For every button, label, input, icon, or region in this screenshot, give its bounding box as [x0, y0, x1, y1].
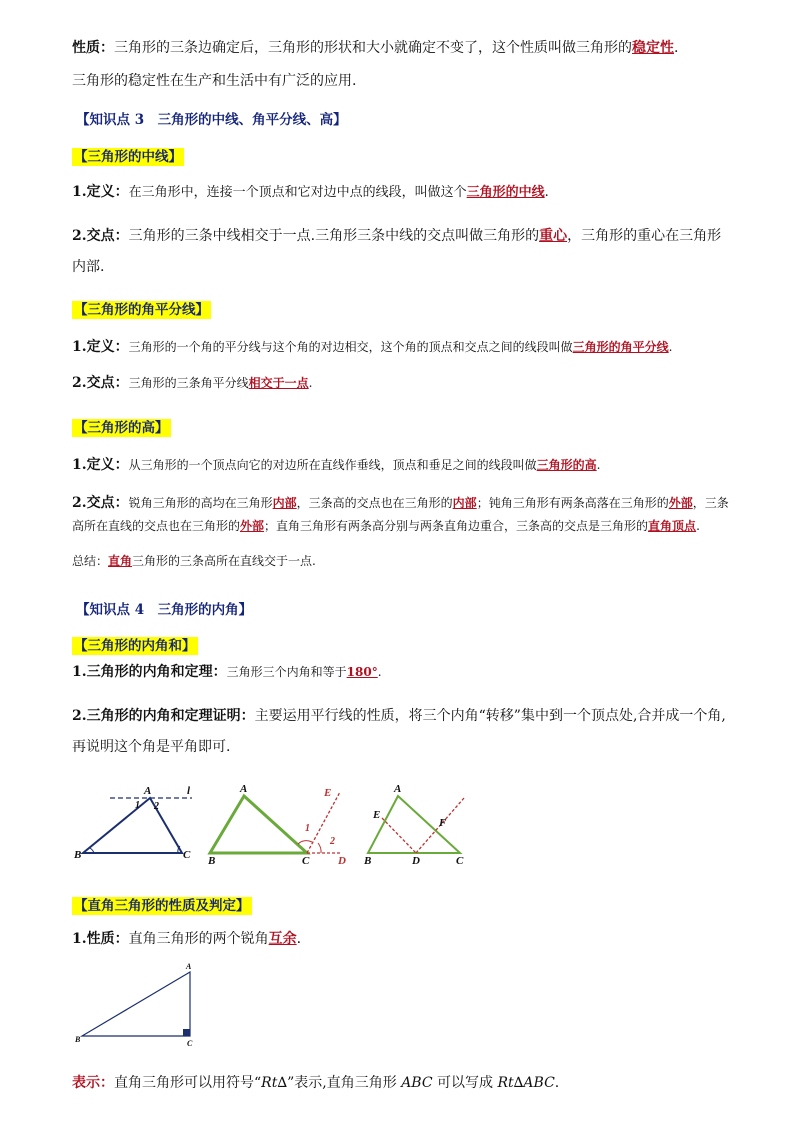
- text: .: [596, 458, 601, 472]
- text: 三角形的三条中线相交于一点.三角形三条中线的交点叫做三角形的: [128, 228, 540, 244]
- right-angle-mark: [183, 1029, 190, 1036]
- key-term: 外部: [240, 519, 265, 533]
- knowledge-point-4-title: 【知识点 4 三角形的内角】: [76, 602, 253, 618]
- heading: 【三角形的中线】: [74, 149, 182, 165]
- text: .: [668, 340, 673, 354]
- text: 三角形的三条角平分线: [128, 376, 249, 390]
- height-definition: [72, 454, 600, 474]
- label: 表示：: [72, 1075, 114, 1091]
- label-c: C: [302, 855, 310, 866]
- text: .: [296, 931, 302, 947]
- key-term: 互余: [268, 931, 297, 947]
- heading: 【直角三角形的性质及判定】: [74, 898, 250, 914]
- label-c: C: [456, 855, 464, 866]
- text: ”表示,直角三角形: [287, 1075, 402, 1091]
- key-term: 直角顶点: [648, 519, 697, 533]
- height-summary: [72, 552, 316, 569]
- label-a: A: [394, 783, 402, 795]
- text: .: [674, 40, 679, 56]
- key-term: 内部: [452, 496, 477, 510]
- label: 2.三角形的内角和定理证明：: [72, 708, 255, 724]
- label-a: A: [240, 783, 248, 795]
- label: 1.定义：: [72, 339, 129, 355]
- text: 直角三角形可以用符号“: [114, 1075, 262, 1091]
- label-angle-1: 1: [135, 800, 140, 811]
- key-term: 相交于一点: [248, 376, 309, 390]
- text: 主要运用平行线的性质，将三个内角“转移”集中到一个顶点处,合并成一个角,: [254, 708, 726, 724]
- right-triangle-property: [72, 928, 301, 948]
- right-triangle-notation: [72, 1072, 559, 1092]
- text: ，三条高的交点也在三角形的: [296, 496, 453, 510]
- text: 可以写成: [432, 1075, 498, 1091]
- figure-parallel-line-proof: [70, 778, 200, 866]
- text: .: [377, 665, 382, 679]
- label: 2.交点：: [72, 495, 129, 511]
- triangle-abc: [83, 798, 182, 853]
- text: 高所在直线的交点也在三角形的: [72, 519, 241, 533]
- text: ，三角形的重心在三角形: [567, 228, 722, 244]
- label-c: C: [183, 849, 191, 861]
- median-intersection: [72, 225, 721, 245]
- angle-sum-proof-cont: 再说明这个角是平角即可.: [72, 739, 231, 755]
- ray-ce: [307, 792, 340, 853]
- height-intersection-cont: [72, 517, 700, 534]
- angle-sum-theorem: [72, 661, 382, 681]
- right-triangle-abc: [82, 972, 190, 1036]
- text: 从三角形的一个顶点向它的对边所在直线作垂线，顶点和垂足之间的线段叫做: [128, 458, 537, 472]
- label-l: l: [187, 785, 191, 797]
- text: 三角形的三条边确定后，三角形的形状和大小就确定不变了，这个性质叫做三角形的: [114, 40, 632, 56]
- text: 三角形的三条高所在直线交于一点.: [132, 554, 316, 568]
- label-e: E: [324, 787, 332, 799]
- key-term: 三角形的角平分线: [572, 340, 669, 354]
- median-intersection-cont: 内部.: [72, 259, 105, 275]
- label-e: E: [373, 809, 381, 821]
- label: 总结：: [72, 554, 109, 568]
- label-b: B: [364, 855, 372, 866]
- height-intersection: [72, 492, 729, 512]
- label-angle-2: 2: [330, 836, 335, 847]
- label: 1.性质：: [72, 931, 129, 947]
- heading: 【三角形的角平分线】: [74, 302, 209, 318]
- text: .: [554, 1075, 560, 1091]
- label-angle-2: 2: [154, 801, 159, 812]
- label-b: B: [75, 1035, 81, 1044]
- key-term: 180°: [346, 665, 378, 679]
- stability-application: 三角形的稳定性在生产和生活中有广泛的应用.: [72, 73, 357, 89]
- key-term: 内部: [272, 496, 297, 510]
- text: ；钝角三角形有两条高落在三角形的: [476, 496, 669, 510]
- label-angle-1: 1: [305, 823, 310, 834]
- heading: 【三角形的内角和】: [74, 638, 196, 654]
- label-b: B: [208, 855, 216, 866]
- label-a: A: [186, 962, 192, 971]
- height-heading: [72, 416, 171, 436]
- symbol: Rt∆: [261, 1075, 288, 1091]
- symbol: ABC: [401, 1075, 433, 1091]
- label: 2.交点：: [72, 228, 129, 244]
- text: ，三条: [692, 496, 729, 510]
- key-term: 直角: [108, 554, 133, 568]
- text: 三角形三个内角和等于: [226, 665, 347, 679]
- text: 在三角形中，连接一个顶点和它对边中点的线段，叫做这个: [128, 185, 467, 200]
- angle-sum-proof: [72, 705, 726, 725]
- text: ；直角三角形有两条高分别与两条直角边重合，三条高的交点是三角形的: [264, 519, 649, 533]
- label: 2.交点：: [72, 375, 129, 391]
- median-definition: [72, 181, 549, 201]
- figure-extension-proof: [202, 778, 352, 866]
- key-term: 稳定性: [632, 40, 674, 56]
- heading: 【三角形的高】: [74, 420, 169, 436]
- stability-property: [72, 37, 678, 57]
- figure-inner-parallel-proof: [360, 778, 472, 866]
- bisector-definition: [72, 336, 672, 356]
- figure-right-triangle: [70, 960, 200, 1048]
- label-a: A: [144, 785, 152, 797]
- right-triangle-heading: [72, 894, 252, 914]
- text: .: [308, 376, 313, 390]
- label: 1.三角形的内角和定理：: [72, 664, 227, 680]
- label-d: D: [338, 855, 346, 866]
- angle-sum-heading: [72, 634, 198, 654]
- label-d: D: [412, 855, 420, 866]
- text: 三角形的一个角的平分线与这个角的对边相交，这个角的顶点和交点之间的线段叫做: [128, 340, 573, 354]
- segment-ed: [382, 818, 416, 853]
- label-b: B: [74, 849, 82, 861]
- angle-arc: [318, 843, 321, 853]
- angle-arc: [298, 841, 312, 844]
- median-heading: [72, 145, 184, 165]
- key-term: 重心: [539, 228, 568, 244]
- label-c: C: [187, 1039, 193, 1048]
- symbol: Rt∆ABC: [497, 1075, 555, 1091]
- text: .: [544, 185, 549, 200]
- key-term: 外部: [668, 496, 693, 510]
- label: 1.定义：: [72, 457, 129, 473]
- label: 性质：: [72, 40, 114, 56]
- text: 锐角三角形的高均在三角形: [128, 496, 273, 510]
- label: 1.定义：: [72, 184, 129, 200]
- text: 直角三角形的两个锐角: [128, 931, 269, 947]
- text: .: [696, 519, 700, 533]
- bisector-heading: [72, 298, 211, 318]
- bisector-intersection: [72, 372, 312, 392]
- label-f: F: [439, 817, 447, 829]
- knowledge-point-3-title: 【知识点 3 三角形的中线、角平分线、高】: [76, 112, 347, 128]
- key-term: 三角形的高: [536, 458, 597, 472]
- triangle-abc: [210, 796, 307, 853]
- key-term: 三角形的中线: [466, 185, 545, 200]
